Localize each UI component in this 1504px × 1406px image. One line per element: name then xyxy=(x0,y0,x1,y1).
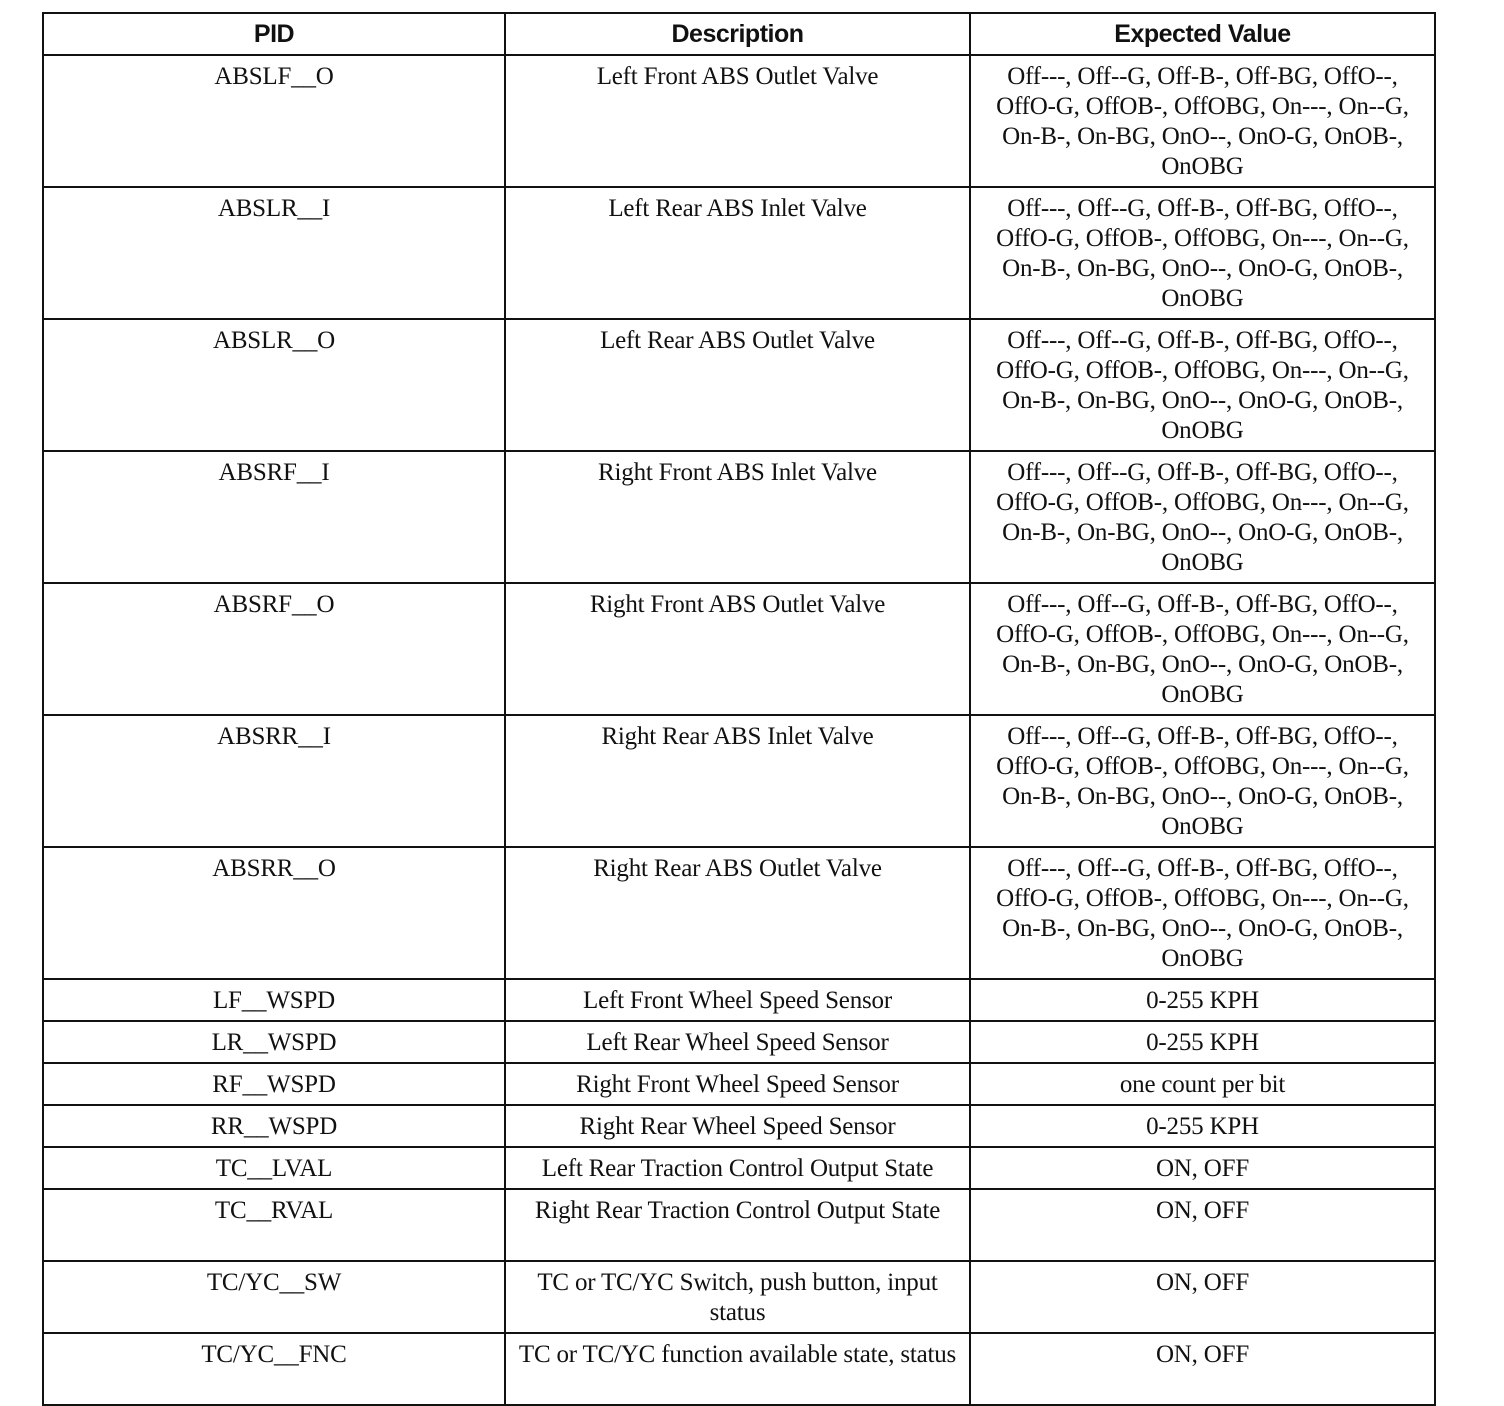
table-row xyxy=(43,979,1435,1021)
expected-value-cell: one count per bit xyxy=(970,1063,1435,1105)
expected-value-cell: Off---, Off--G, Off-B-, Off-BG, OffO--, OffO-G, OffOB-, OffOBG, On---, On--G, On-B-, On-BG, OnO--, OnO-G, OnOB-, OnOBG xyxy=(970,451,1435,583)
expected-value-cell: Off---, Off--G, Off-B-, Off-BG, OffO--, OffO-G, OffOB-, OffOBG, On---, On--G, On-B-, On-BG, OnO--, OnO-G, OnOB-, OnOBG xyxy=(970,319,1435,451)
header-expected-value: Expected Value xyxy=(970,13,1435,55)
table-row xyxy=(43,1105,1435,1147)
table-row xyxy=(43,451,1435,583)
pid-cell: ABSRF__I xyxy=(43,451,505,583)
table-row xyxy=(43,847,1435,979)
pid-cell: TC/YC__FNC xyxy=(43,1333,505,1405)
description-cell: Right Rear ABS Outlet Valve xyxy=(505,847,970,979)
expected-value-cell: ON, OFF xyxy=(970,1261,1435,1333)
description-cell: Right Front ABS Inlet Valve xyxy=(505,451,970,583)
header-row xyxy=(43,13,1435,55)
pid-cell: TC__LVAL xyxy=(43,1147,505,1189)
pid-cell: ABSRR__O xyxy=(43,847,505,979)
description-cell: Left Front ABS Outlet Valve xyxy=(505,55,970,187)
description-cell: Left Rear Wheel Speed Sensor xyxy=(505,1021,970,1063)
pid-cell: ABSLR__O xyxy=(43,319,505,451)
expected-value-cell: ON, OFF xyxy=(970,1147,1435,1189)
expected-value-cell: Off---, Off--G, Off-B-, Off-BG, OffO--, OffO-G, OffOB-, OffOBG, On---, On--G, On-B-, On-BG, OnO--, OnO-G, OnOB-, OnOBG xyxy=(970,583,1435,715)
description-cell: Right Rear Wheel Speed Sensor xyxy=(505,1105,970,1147)
description-cell: Right Rear Traction Control Output State xyxy=(505,1189,970,1261)
description-cell: Left Rear ABS Outlet Valve xyxy=(505,319,970,451)
expected-value-cell: Off---, Off--G, Off-B-, Off-BG, OffO--, OffO-G, OffOB-, OffOBG, On---, On--G, On-B-, On-BG, OnO--, OnO-G, OnOB-, OnOBG xyxy=(970,715,1435,847)
table-row xyxy=(43,1147,1435,1189)
pid-cell: RF__WSPD xyxy=(43,1063,505,1105)
pid-table-container xyxy=(42,12,1434,1406)
table-row xyxy=(43,715,1435,847)
pid-cell: ABSLF__O xyxy=(43,55,505,187)
pid-table xyxy=(42,12,1436,1406)
description-cell: Left Rear ABS Inlet Valve xyxy=(505,187,970,319)
table-row xyxy=(43,583,1435,715)
table-row xyxy=(43,187,1435,319)
description-cell: Left Front Wheel Speed Sensor xyxy=(505,979,970,1021)
pid-cell: TC__RVAL xyxy=(43,1189,505,1261)
expected-value-cell: Off---, Off--G, Off-B-, Off-BG, OffO--, OffO-G, OffOB-, OffOBG, On---, On--G, On-B-, On-BG, OnO--, OnO-G, OnOB-, OnOBG xyxy=(970,847,1435,979)
table-row xyxy=(43,1021,1435,1063)
table-row xyxy=(43,1063,1435,1105)
description-cell: TC or TC/YC Switch, push button, input status xyxy=(505,1261,970,1333)
pid-cell: ABSRF__O xyxy=(43,583,505,715)
expected-value-cell: 0-255 KPH xyxy=(970,1021,1435,1063)
description-cell: Right Rear ABS Inlet Valve xyxy=(505,715,970,847)
table-row xyxy=(43,55,1435,187)
pid-cell: LF__WSPD xyxy=(43,979,505,1021)
header-pid: PID xyxy=(43,13,505,55)
pid-cell: RR__WSPD xyxy=(43,1105,505,1147)
pid-cell: ABSLR__I xyxy=(43,187,505,319)
pid-cell: TC/YC__SW xyxy=(43,1261,505,1333)
description-cell: Right Front Wheel Speed Sensor xyxy=(505,1063,970,1105)
description-cell: TC or TC/YC function available state, status xyxy=(505,1333,970,1405)
header-description: Description xyxy=(505,13,970,55)
pid-cell: ABSRR__I xyxy=(43,715,505,847)
description-cell: Left Rear Traction Control Output State xyxy=(505,1147,970,1189)
table-row xyxy=(43,1333,1435,1405)
expected-value-cell: 0-255 KPH xyxy=(970,1105,1435,1147)
description-cell: Right Front ABS Outlet Valve xyxy=(505,583,970,715)
table-row xyxy=(43,1261,1435,1333)
table-row xyxy=(43,1189,1435,1261)
expected-value-cell: ON, OFF xyxy=(970,1189,1435,1261)
expected-value-cell: ON, OFF xyxy=(970,1333,1435,1405)
expected-value-cell: Off---, Off--G, Off-B-, Off-BG, OffO--, OffO-G, OffOB-, OffOBG, On---, On--G, On-B-, On-BG, OnO--, OnO-G, OnOB-, OnOBG xyxy=(970,187,1435,319)
pid-cell: LR__WSPD xyxy=(43,1021,505,1063)
expected-value-cell: 0-255 KPH xyxy=(970,979,1435,1021)
expected-value-cell: Off---, Off--G, Off-B-, Off-BG, OffO--, OffO-G, OffOB-, OffOBG, On---, On--G, On-B-, On-BG, OnO--, OnO-G, OnOB-, OnOBG xyxy=(970,55,1435,187)
table-row xyxy=(43,319,1435,451)
